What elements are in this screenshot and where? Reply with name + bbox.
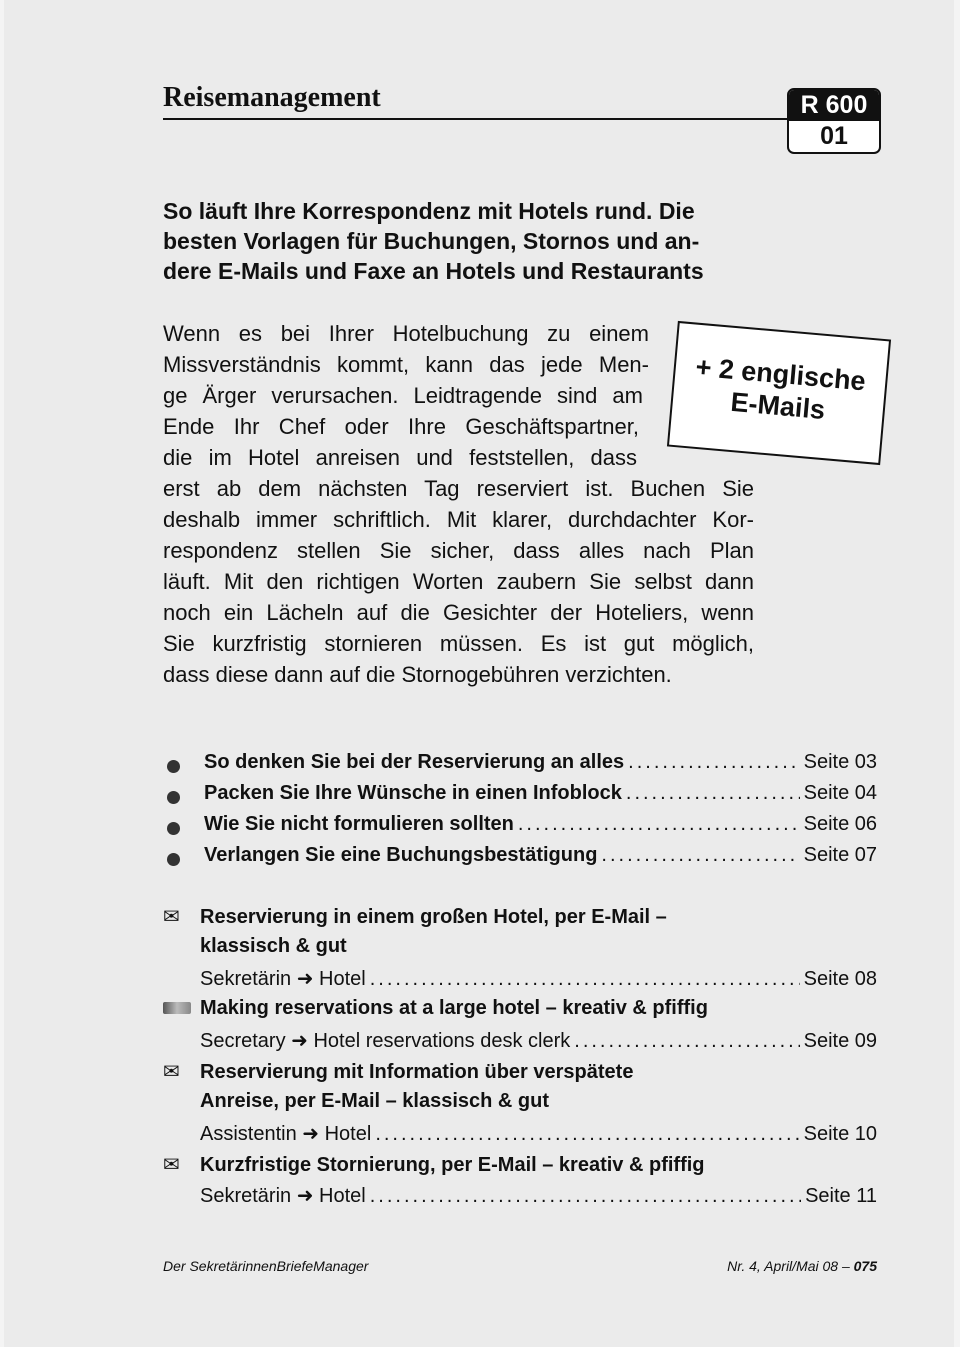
body-line: ge Ärger verursachen. Leidtragende sind am bbox=[163, 383, 643, 408]
envelope-icon: ✉ bbox=[163, 906, 180, 928]
letter-to: Hotel bbox=[324, 1123, 372, 1145]
body-line: Wenn es bei Ihrer Hotelbuchung zu einem bbox=[163, 321, 649, 346]
letter-title[interactable] bbox=[163, 997, 877, 1028]
headline-line: dere E-Mails und Faxe an Hotels und Restaurants bbox=[163, 258, 704, 284]
letter-sub[interactable] bbox=[163, 1028, 877, 1059]
english-emails-stamp bbox=[667, 321, 891, 465]
toc-page: Seite 06 bbox=[803, 813, 877, 835]
toc-item[interactable] bbox=[163, 813, 877, 844]
section-code: R 600 bbox=[789, 90, 879, 121]
body-line: respondenz stellen Sie sicher, dass alles nach Plan bbox=[163, 538, 754, 563]
dot-leader bbox=[601, 844, 799, 867]
dot-leader bbox=[375, 1123, 799, 1146]
letter-title-line: Anreise, per E-Mail – klassisch & gut bbox=[200, 1090, 550, 1112]
flag-icon bbox=[163, 997, 200, 1020]
document-page bbox=[4, 0, 954, 1347]
toc-label: Packen Sie Ihre Wünsche in einen Infoblock bbox=[204, 782, 622, 804]
bullet-icon bbox=[167, 760, 180, 773]
body-line: Missverständnis kommt, kann das jede Men- bbox=[163, 352, 649, 377]
stamp-line: + 2 englische bbox=[694, 351, 867, 397]
toc-label: Wie Sie nicht formulieren sollten bbox=[204, 813, 514, 835]
footer-issue-text: Nr. 4, April/Mai 08 – bbox=[727, 1258, 854, 1274]
body-line: noch ein Lächeln auf die Gesichter der Hoteliers, wenn bbox=[163, 600, 754, 625]
letter-title-line: klassisch & gut bbox=[200, 935, 347, 957]
toc-item[interactable] bbox=[163, 782, 877, 813]
body-line: die im Hotel anreisen und feststellen, dass bbox=[163, 445, 637, 470]
body-line: Sie kurzfristig stornieren müssen. Es ist gut möglich, bbox=[163, 631, 754, 656]
toc-label: Verlangen Sie eine Buchungsbestätigung bbox=[204, 844, 598, 866]
letter-from: Sekretärin bbox=[200, 1185, 292, 1207]
envelope-icon: ✉ bbox=[163, 1154, 180, 1176]
section-title: Reisemanagement bbox=[163, 82, 381, 113]
letter-from: Secretary bbox=[200, 1030, 286, 1052]
dot-leader bbox=[518, 813, 800, 836]
toc-page: Seite 07 bbox=[803, 844, 877, 866]
letter-title[interactable] bbox=[163, 904, 877, 935]
letter-title-line: Reservierung mit Information über verspätete bbox=[200, 1061, 634, 1083]
title-rule bbox=[163, 118, 789, 120]
letter-to: Hotel bbox=[319, 1185, 366, 1207]
letter-title-line: Reservierung in einem großen Hotel, per E-Mail – bbox=[200, 906, 667, 928]
arrow-icon: ➜ bbox=[296, 968, 314, 990]
letter-page: Seite 09 bbox=[803, 1030, 877, 1052]
toc-label: So denken Sie bei der Reservierung an alles bbox=[204, 751, 625, 773]
arrow-icon: ➜ bbox=[291, 1030, 308, 1052]
letter-title-line: Making reservations at a large hotel – kreativ & pfiffig bbox=[200, 997, 708, 1019]
footer-publication: Der SekretärinnenBriefeManager bbox=[163, 1258, 369, 1274]
body-line: Ende Ihr Chef oder Ihre Geschäftspartner, bbox=[163, 414, 639, 439]
dot-leader bbox=[370, 968, 800, 991]
arrow-icon: ➜ bbox=[296, 1185, 314, 1207]
letter-title[interactable] bbox=[163, 935, 877, 966]
letter-title[interactable] bbox=[163, 1152, 877, 1183]
letter-title[interactable] bbox=[163, 1090, 877, 1121]
toc-page: Seite 04 bbox=[803, 782, 877, 804]
stamp-line: E-Mails bbox=[729, 386, 827, 426]
dot-leader bbox=[574, 1030, 799, 1053]
toc-page: Seite 03 bbox=[803, 751, 877, 773]
letters-list bbox=[163, 904, 877, 1214]
section-code-badge bbox=[787, 88, 881, 154]
dot-leader bbox=[626, 782, 800, 805]
intro-paragraph bbox=[163, 318, 754, 690]
letter-from: Assistentin bbox=[200, 1123, 297, 1145]
letter-page: Seite 10 bbox=[803, 1123, 877, 1145]
body-line: erst ab dem nächsten Tag reserviert ist. Buchen Sie bbox=[163, 476, 754, 501]
section-number: 01 bbox=[820, 122, 848, 150]
dot-leader bbox=[370, 1185, 801, 1208]
bullet-icon bbox=[167, 853, 180, 866]
headline-line: besten Vorlagen für Buchungen, Stornos und an- bbox=[163, 228, 700, 254]
bullet-icon bbox=[167, 791, 180, 804]
letter-sub[interactable] bbox=[163, 1121, 877, 1152]
envelope-icon: ✉ bbox=[163, 1061, 180, 1083]
footer-page-number: 075 bbox=[853, 1258, 877, 1274]
letter-title[interactable] bbox=[163, 1059, 877, 1090]
letter-sub[interactable] bbox=[163, 966, 877, 997]
letter-page: Seite 08 bbox=[803, 968, 877, 990]
letter-page: Seite 11 bbox=[805, 1185, 877, 1207]
letter-to: Hotel reservations desk clerk bbox=[313, 1030, 571, 1052]
toc-item[interactable] bbox=[163, 844, 877, 875]
headline-line: So läuft Ihre Korrespondenz mit Hotels rund. Die bbox=[163, 198, 695, 224]
letter-to: Hotel bbox=[319, 968, 366, 990]
dot-leader bbox=[628, 751, 799, 774]
letter-sub[interactable] bbox=[163, 1183, 877, 1214]
arrow-icon: ➜ bbox=[302, 1123, 320, 1145]
toc-item[interactable] bbox=[163, 751, 877, 782]
letter-from: Sekretärin bbox=[200, 968, 292, 990]
bullet-icon bbox=[167, 822, 180, 835]
contents-list bbox=[163, 751, 877, 875]
headline bbox=[163, 196, 763, 286]
body-line: läuft. Mit den richtigen Worten zaubern Sie selbst dann bbox=[163, 569, 754, 594]
body-line: dass diese dann auf die Stornogebühren verzichten. bbox=[163, 662, 672, 687]
body-line: deshalb immer schriftlich. Mit klarer, durchdachter Kor- bbox=[163, 507, 754, 532]
letter-title-line: Kurzfristige Stornierung, per E-Mail – kreativ & pfiffig bbox=[200, 1154, 705, 1176]
footer-issue bbox=[727, 1258, 877, 1274]
